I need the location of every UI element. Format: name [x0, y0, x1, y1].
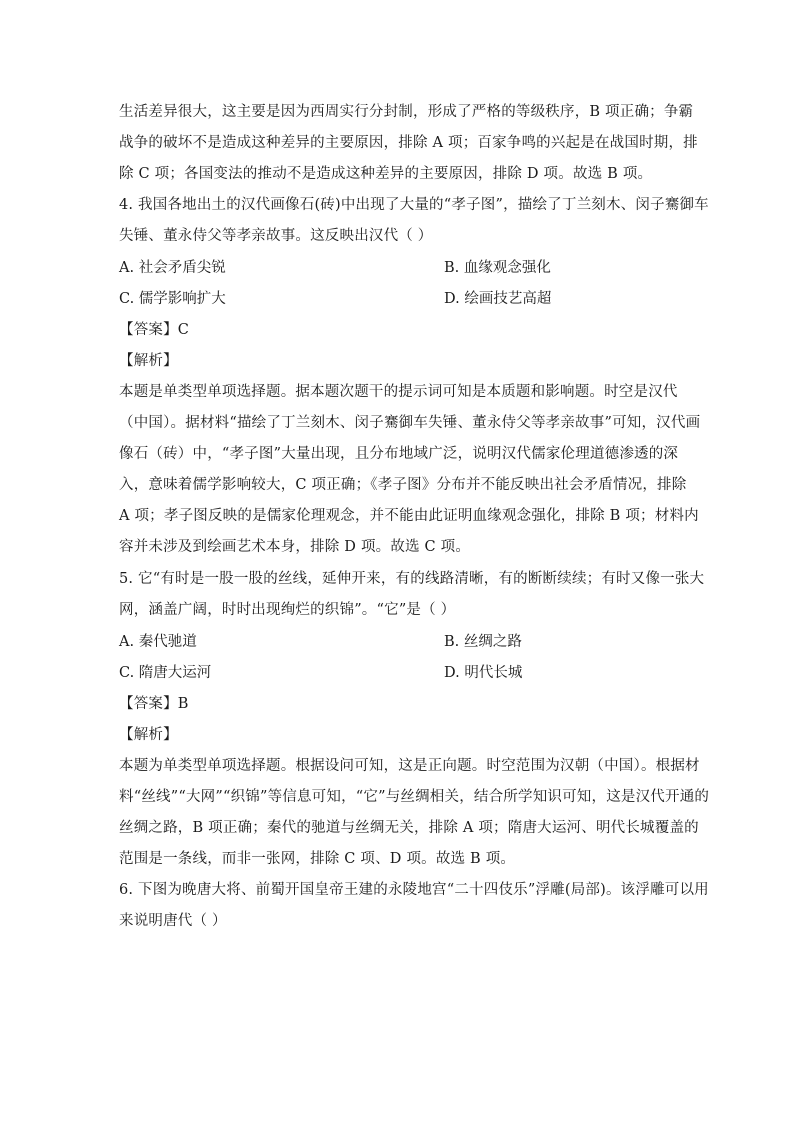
text-line: 除 C 项；各国变法的推动不是造成这种差异的主要原因，排除 D 项。故选 B 项。	[119, 166, 653, 182]
q4-analysis-line: 容并未涉及到绘画艺术本身，排除 D 项。故选 C 项。	[119, 539, 471, 555]
q5-analysis-line: 本题为单类型单项选择题。根据设问可知，这是正向题。时空范围为汉朝（中国）。根据材	[119, 758, 700, 774]
q5-analysis-line: 范围是一条线，而非一张网，排除 C 项、D 项。故选 B 项。	[119, 851, 516, 867]
q5-option-d: D. 明代长城	[444, 665, 523, 681]
q4-analysis-line: A 项；孝子图反映的是儒家伦理观念，并不能由此证明血缘观念强化，排除 B 项；材料内	[119, 508, 699, 524]
q5-analysis-line: 料“丝线”“大网”“织锦”等信息可知，“它”与丝绸相关，结合所学知识可知，这是汉代开通的	[119, 789, 710, 805]
question-5-stem: 5. 它“有时是一股一股的丝线，延伸开来，有的线路清晰，有的断断续续；有时又像一张大	[119, 571, 705, 587]
q4-option-b: B. 血缘观念强化	[444, 260, 551, 276]
q5-analysis-line: 丝绸之路，B 项正确；秦代的驰道与丝绸无关，排除 A 项；隋唐大运河、明代长城覆盖的	[119, 820, 699, 836]
q4-option-c: C. 儒学影响扩大	[119, 291, 226, 307]
q4-option-a: A. 社会矛盾尖锐	[119, 260, 226, 276]
question-6-stem: 6. 下图为晚唐大将、前蜀开国皇帝王建的永陵地宫“二十四伎乐”浮雕(局部)。该浮雕可以用	[119, 882, 709, 898]
q4-answer: 【答案】C	[119, 322, 190, 338]
q4-analysis-line: 本题是单类型单项选择题。据本题次题干的提示词可知是本质题和影响题。时空是汉代	[119, 384, 678, 400]
question-6-stem: 来说明唐代（ ）	[119, 913, 227, 929]
q5-option-a: A. 秦代驰道	[119, 634, 197, 650]
question-5-stem: 网，涵盖广阔，时时出现绚烂的织锦”。“它”是（ ）	[119, 602, 456, 618]
q5-answer: 【答案】B	[119, 696, 189, 712]
q5-option-c: C. 隋唐大运河	[119, 665, 212, 681]
text-line: 生活差异很大，这主要是因为西周实行分封制，形成了严格的等级秩序，B 项正确；争霸	[119, 104, 694, 120]
q5-analysis-label: 【解析】	[119, 727, 178, 743]
q4-analysis-line: （中国）。据材料“描绘了丁兰刻木、闵子騫御车失锤、董永侍父等孝亲故事”可知，汉代画	[119, 415, 701, 431]
q4-analysis-line: 像石（砖）中，“孝子图”大量出现，且分布地域广泛，说明汉代儒家伦理道德渗透的深	[119, 446, 679, 462]
q4-analysis-label: 【解析】	[119, 353, 178, 369]
question-4-stem: 失锤、董永侍父等孝亲故事。这反映出汉代（ ）	[119, 228, 433, 244]
q4-analysis-line: 入，意味着儒学影响较大，C 项正确；《孝子图》分布并不能反映出社会矛盾情况，排除	[119, 477, 687, 493]
question-4-stem: 4. 我国各地出土的汉代画像石(砖)中出现了大量的“孝子图”，描绘了丁兰刻木、闵子騫御车	[119, 197, 709, 213]
q4-option-d: D. 绘画技艺高超	[444, 291, 552, 307]
text-line: 战争的破坏不是造成这种差异的主要原因，排除 A 项；百家争鸣的兴起是在战国时期，排	[119, 135, 698, 151]
q5-option-b: B. 丝绸之路	[444, 634, 522, 650]
